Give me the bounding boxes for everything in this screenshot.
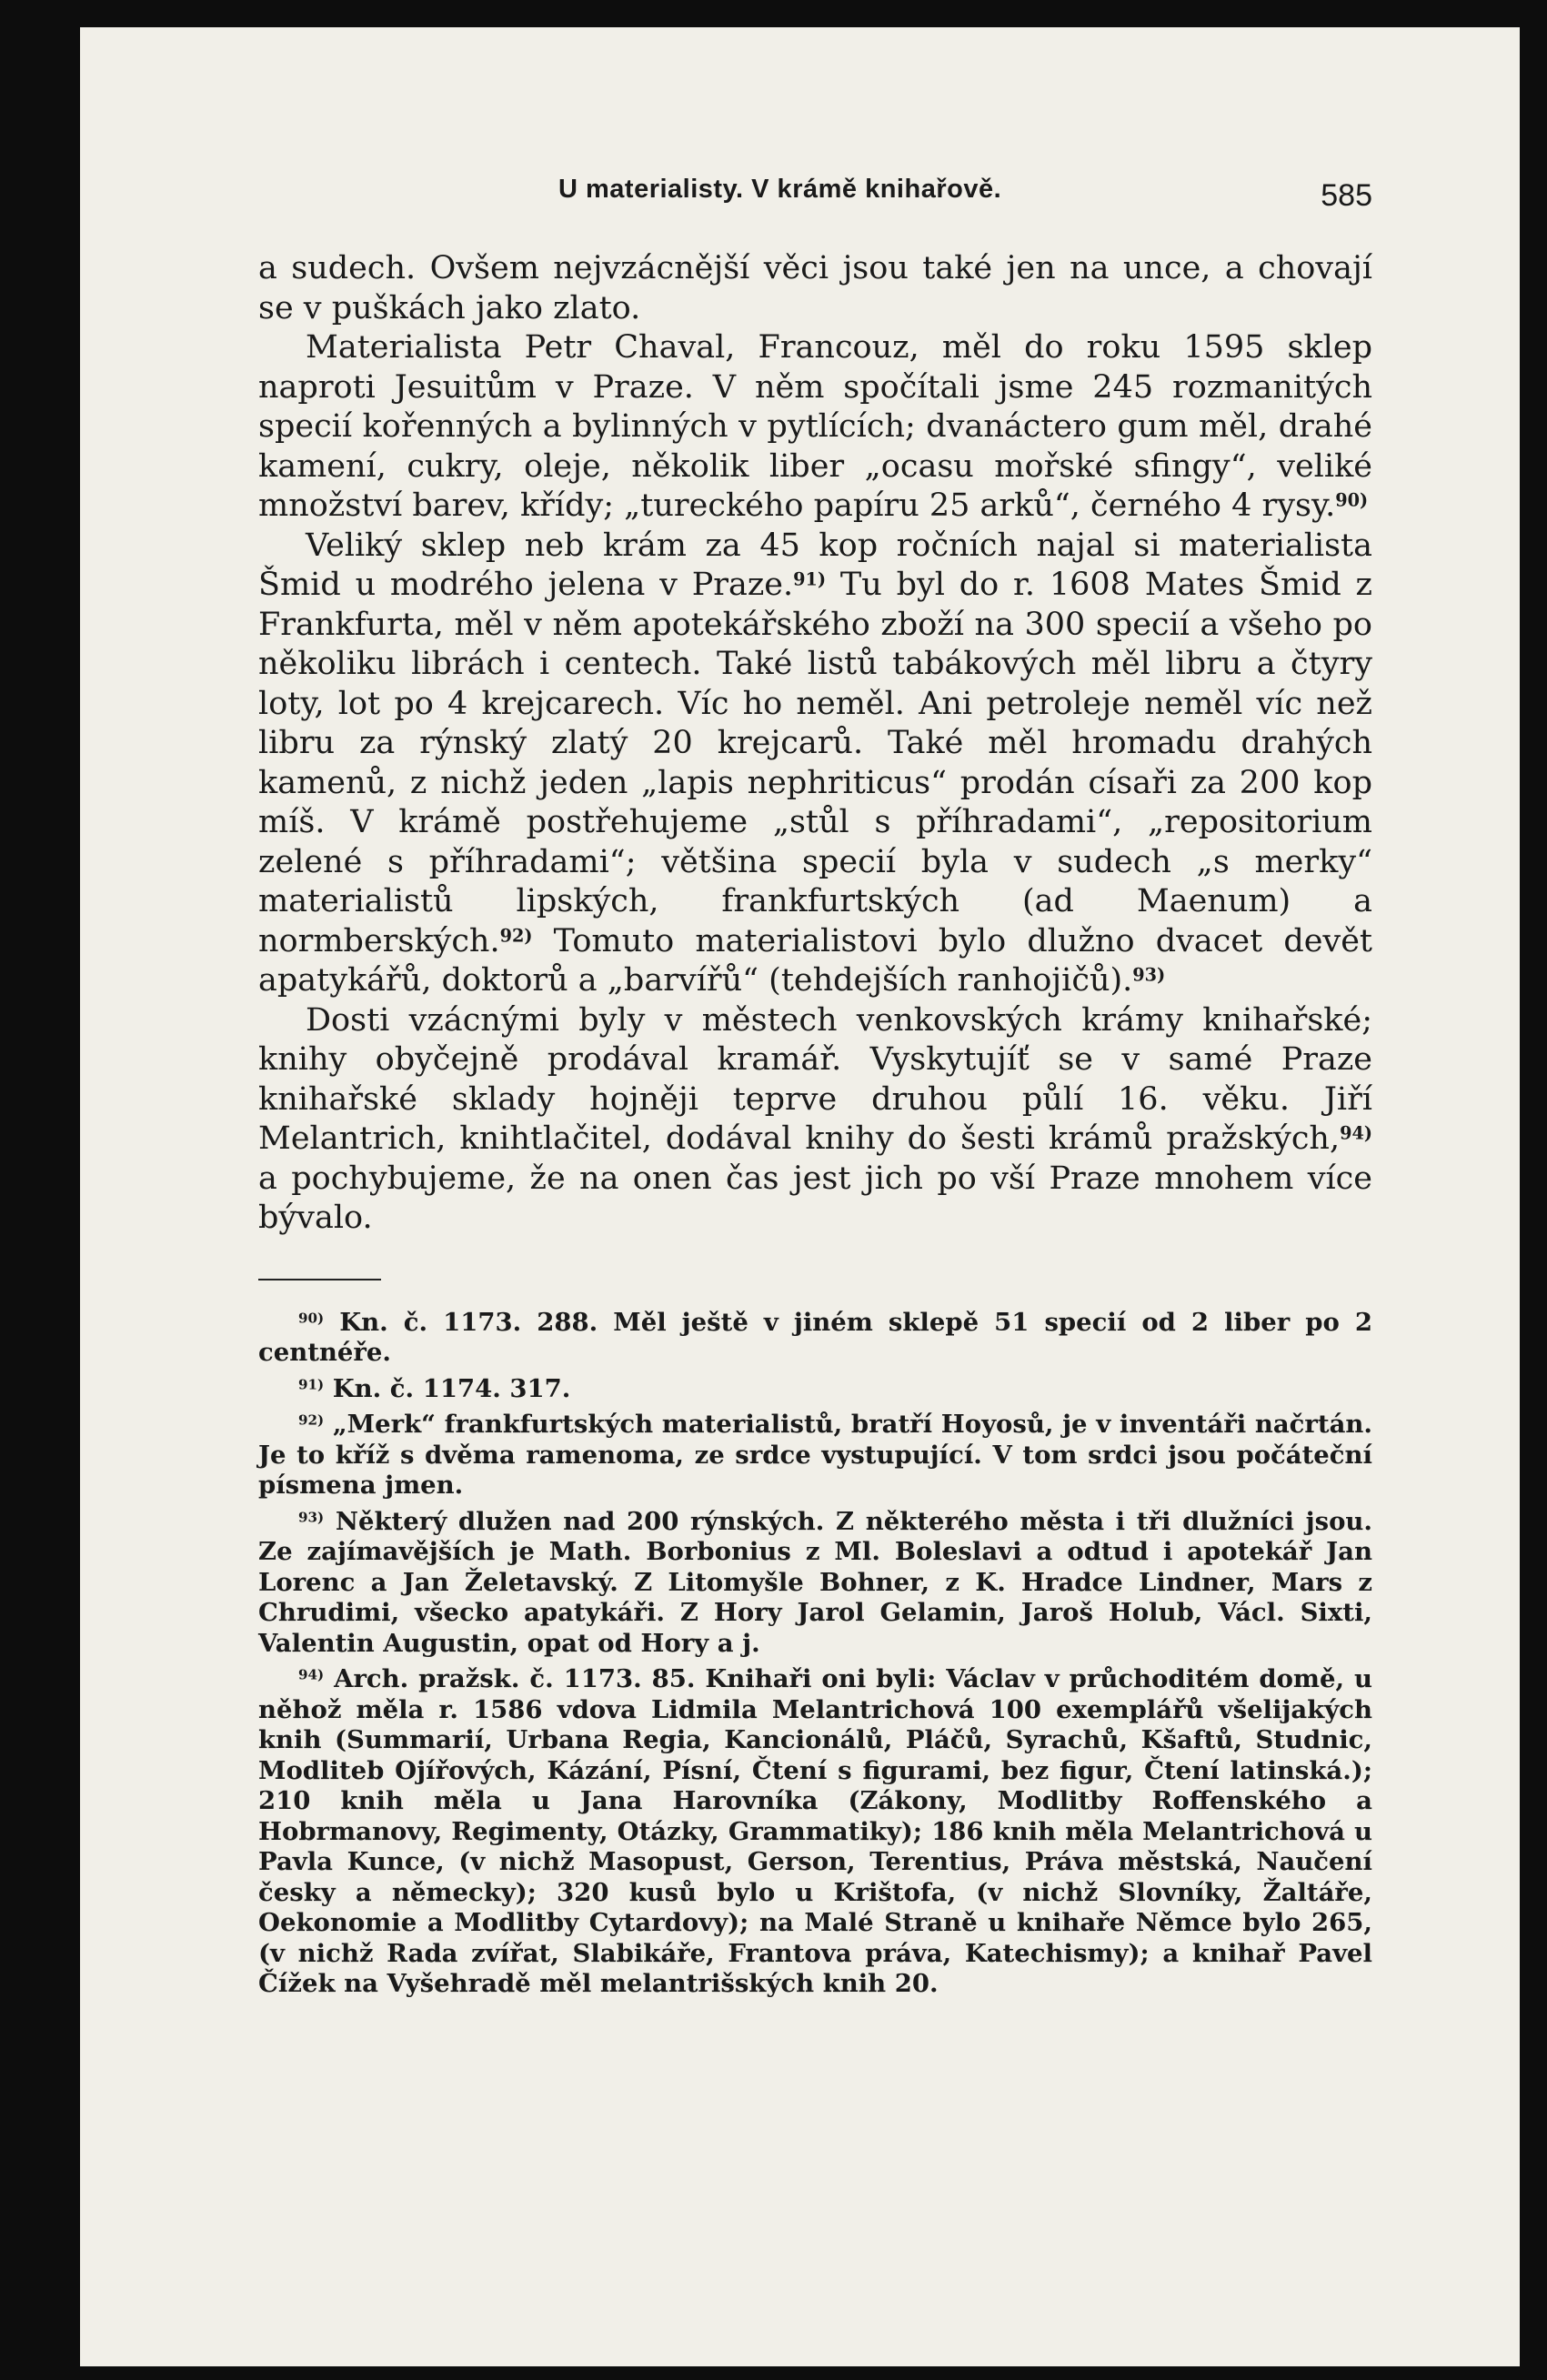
footnote bbox=[258, 1308, 1372, 1369]
footnote-text: Kn. č. 1174. 317. bbox=[324, 1373, 571, 1403]
footnote-ref[interactable]: 93) bbox=[1132, 964, 1166, 986]
footnote bbox=[258, 1410, 1372, 1501]
paragraph bbox=[258, 1001, 1372, 1239]
footnote-text: „Merk“ frankfurtských materialistů, bratří Hoyosů, je v inventáři načrtán. Je to kříž s dvěma ramenoma, ze srdce vystupující. V tom srdci jsou počáteční písmena jmen. bbox=[258, 1410, 1372, 1500]
paragraph-text: Dosti vzácnými byly v městech venkovských krámy knihařské; knihy obyčejně prodával kramář. Vyskytujíť se v samé Praze knihařské sklady hojněji teprve druhou půlí 16. věku. Jiří Melantrich, knihtlačitel, dodával knihy do šesti krámů pražských, bbox=[258, 1001, 1372, 1157]
paragraph-text: Tomuto materialistovi bylo dlužno dvacet devět apatykářů, doktorů a „barvířů“ (tehdejších ranhojičů). bbox=[258, 922, 1372, 999]
footnote-mark: 91) bbox=[298, 1376, 325, 1393]
footnote bbox=[258, 1507, 1372, 1660]
footnote-mark: 92) bbox=[298, 1411, 325, 1429]
paragraph-text: Tu byl do r. 1608 Mates Šmid z Frankfurta, měl v něm apotekářského zboží na 300 specií a všeho po několiku librách i centech. Také listů tabákových měl libru a čtyry loty, lot po 4 krejcarech. Víc ho neměl. Ani petroleje neměl víc než libru za rýnský zlatý 20 krejcarů. Také měl hromadu drahých kamenů, z nichž jeden „lapis nephriticus“ prodán císaři za 200 kop míš. V krámě postřehujeme „stůl s příhradami“, „repositorium zelené s příhradami“; většina specií byla v sudech „s merky“ materialistů lipských, frankfurtských (ad Maenum) a normberských. bbox=[258, 567, 1372, 959]
footnote-mark: 94) bbox=[298, 1666, 325, 1683]
paragraph bbox=[258, 328, 1372, 527]
running-header bbox=[258, 164, 1372, 218]
paragraph-text: a pochybujeme, že na onen čas jest jich po vší Praze mnohem více bývalo. bbox=[258, 1160, 1372, 1236]
footnote-mark: 90) bbox=[298, 1310, 325, 1327]
page-number: 585 bbox=[1321, 178, 1372, 213]
footnote-ref[interactable]: 92) bbox=[499, 924, 533, 946]
footnote-ref[interactable]: 94) bbox=[1340, 1122, 1372, 1144]
body-text bbox=[258, 249, 1372, 1239]
footnotes bbox=[258, 1308, 1372, 2000]
paragraph bbox=[258, 527, 1372, 1001]
footnote-text: Některý dlužen nad 200 rýnských. Z některého města i tři dlužníci jsou. Ze zajímavějších je Math. Borbonius z Ml. Boleslavi a odtud i apotekář Jan Lorenc a Jan Želetavský. Z Litomyšle Bohner, z K. Hradce Lindner, Mars z Chrudimi, všecko apatykáři. Z Hory Jarol Gelamin, Jaroš Holub, Václ. Sixti, Valentin Augustin, opat od Hory a j. bbox=[258, 1506, 1372, 1658]
footnote-ref[interactable]: 90) bbox=[1335, 489, 1369, 511]
footnote bbox=[258, 1664, 1372, 2000]
book-page bbox=[80, 27, 1520, 2366]
running-title: U materialisty. V krámě knihařově. bbox=[558, 175, 1002, 204]
footnote bbox=[258, 1374, 1372, 1405]
page-content bbox=[258, 164, 1372, 2005]
paragraph-text: Veliký sklep neb krám za 45 kop ročních najal si materialista Šmid u modrého jelena v Praze. bbox=[258, 527, 1372, 603]
paragraph-text: Materialista Petr Chaval, Francouz, měl do roku 1595 sklep naproti Jesuitům v Praze. V něm spočítali jsme 245 rozmanitých specií kořenných a bylinných v pytlících; dvanáctero gum měl, drahé kamení, cukry, oleje, několik liber „ocasu mořské sfingy“, veliké množství barev, křídy; „tureckého papíru 25 arků“, černého 4 rysy. bbox=[258, 329, 1372, 524]
footnote-mark: 93) bbox=[298, 1509, 325, 1526]
footnote-divider bbox=[258, 1279, 381, 1280]
paragraph bbox=[258, 249, 1372, 328]
footnote-ref[interactable]: 91) bbox=[793, 568, 827, 590]
footnote-text: Arch. pražsk. č. 1173. 85. Knihaři oni byli: Václav v průchoditém domě, u něhož měla r. 1586 vdova Lidmila Melantrichová 100 exemplářů všelijakých knih (Summarií, Urbana Regia, Kancionálů, Pláčů, Syrachů, Kšaftů, Studnic, Modliteb Ojířových, Kázání, Písní, Čtení s figurami, bez figur, Čtení latinská.); 210 knih měla u Jana Harovníka (Zákony, Modlitby Roffenského a Hobrmanovy, Regimenty, Otázky, Grammatiky); 186 knih měla Melantrichová u Pavla Kunce, (v nichž Masopust, Gerson, Terentius, Práva městská, Naučení česky a německy); 320 kusů bylo u Krištofa, (v nichž Slovníky, Žaltáře, Oekonomie a Modlitby Cytardovy); na Malé Straně u knihaře Němce bylo 265, (v nichž Rada zvířat, Slabikáře, Frantova práva, Katechismy); a knihař Pavel Čížek na Vyšehradě měl melantrišských knih 20. bbox=[258, 1664, 1372, 1998]
paragraph-text: a sudech. Ovšem nejvzácnější věci jsou také jen na unce, a chovají se v puškách jako zlato. bbox=[258, 250, 1372, 326]
footnote-text: Kn. č. 1173. 288. Měl ještě v jiném sklepě 51 specií od 2 liber po 2 centnéře. bbox=[258, 1307, 1372, 1367]
